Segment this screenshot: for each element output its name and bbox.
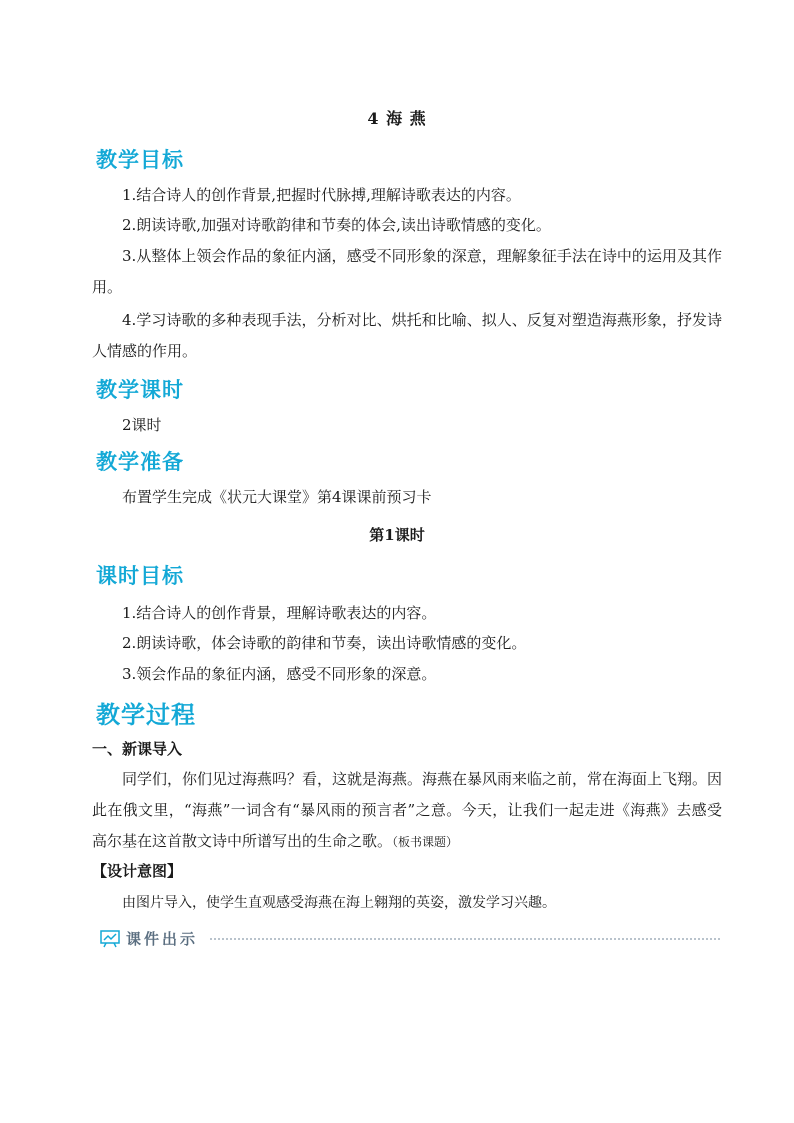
process-heading: 教学过程 bbox=[96, 701, 196, 729]
period-title: 第1课时 bbox=[369, 526, 425, 544]
period-objective-3: 3.领会作品的象征内涵，感受不同形象的深意。 bbox=[122, 665, 437, 683]
period-objectives-heading: 课时目标 bbox=[96, 564, 184, 588]
hours-text: 2课时 bbox=[122, 416, 162, 434]
objective-item-2: 2.朗读诗歌,加强对诗歌韵律和节奏的体会,读出诗歌情感的变化。 bbox=[122, 216, 551, 234]
objective-item-1: 1.结合诗人的创作背景,把握时代脉搏,理解诗歌表达的内容。 bbox=[122, 186, 521, 204]
step1-body: 同学们，你们见过海燕吗？看，这就是海燕。海燕在暴风雨来临之前，常在海面上飞翔。因此在俄文里，“海燕”一词含有“暴风雨的预言者”之意。今天，让我们一起走进《海燕》去感受高尔基在这首散文诗中所谱写出的生命之歌。 bbox=[92, 770, 723, 850]
step1-title: 一、新课导入 bbox=[92, 740, 183, 758]
step1-text bbox=[92, 764, 722, 858]
courseware-banner bbox=[100, 928, 720, 950]
hours-heading: 教学课时 bbox=[96, 378, 184, 402]
courseware-label: 课件出示 bbox=[126, 930, 199, 948]
preparation-heading: 教学准备 bbox=[96, 450, 184, 474]
dotted-divider bbox=[210, 938, 720, 940]
objective-item-3: 3.从整体上领会作品的象征内涵，感受不同形象的深意，理解象征手法在诗中的运用及其作用。 bbox=[92, 247, 722, 296]
lesson-title: 4 海 燕 bbox=[367, 109, 427, 128]
design-intent-label: 【设计意图】 bbox=[92, 862, 183, 880]
period-objective-1: 1.结合诗人的创作背景，理解诗歌表达的内容。 bbox=[122, 604, 437, 622]
presentation-board-icon bbox=[100, 930, 120, 952]
objective-item-4: 4.学习诗歌的多种表现手法，分析对比、烘托和比喻、拟人、反复对塑造海燕形象，抒发诗人情感的作用。 bbox=[92, 311, 722, 360]
preparation-text: 布置学生完成《状元大课堂》第4课课前预习卡 bbox=[122, 488, 432, 506]
step1-note: （板书课题） bbox=[392, 835, 459, 849]
design-intent-text: 由图片导入，使学生直观感受海燕在海上翱翔的英姿，激发学习兴趣。 bbox=[122, 895, 556, 911]
objectives-heading: 教学目标 bbox=[96, 148, 184, 172]
period-objective-2: 2.朗读诗歌，体会诗歌的韵律和节奏，读出诗歌情感的变化。 bbox=[122, 634, 527, 652]
